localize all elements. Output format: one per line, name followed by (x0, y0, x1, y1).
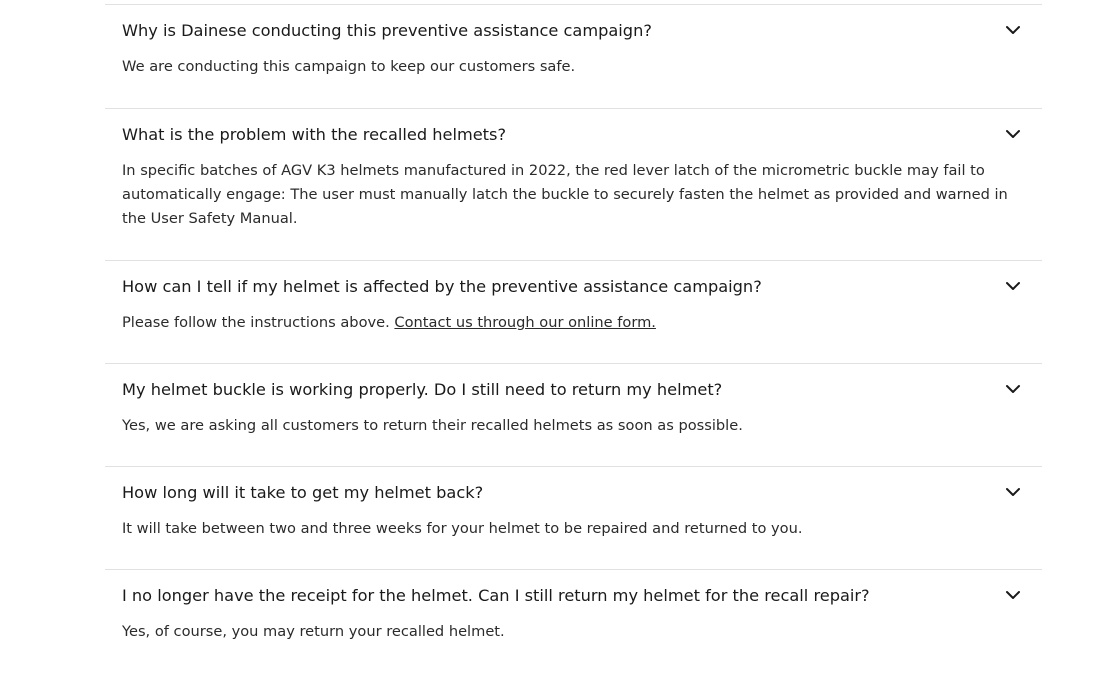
faq-question-toggle[interactable] (122, 364, 1025, 414)
faq-answer: In specific batches of AGV K3 helmets manufactured in 2022, the red lever latch of the micrometric buckle may fail to automatically engage: The user must manually latch the buckle to securely fasten the helmet as provided and warned in the User Safety Manual. (122, 162, 1008, 227)
chevron-down-icon[interactable] (1003, 482, 1023, 502)
faq-item (105, 4, 1042, 108)
faq-answer: Yes, of course, you may return your recalled helmet. (122, 623, 505, 640)
faq-answer: Yes, we are asking all customers to return their recalled helmets as soon as possible. (122, 417, 743, 434)
faq-item (105, 108, 1042, 260)
chevron-down-icon[interactable] (1003, 585, 1023, 605)
faq-question-toggle[interactable] (122, 109, 1025, 159)
faq-question-toggle[interactable] (122, 570, 1025, 620)
faq-answer (122, 311, 1025, 363)
faq-question: How long will it take to get my helmet back? (122, 482, 484, 502)
faq-question: I no longer have the receipt for the helmet. Can I still return my helmet for the recall repair? (122, 585, 870, 605)
chevron-down-icon[interactable] (1003, 124, 1023, 144)
faq-answer-text: Please follow the instructions above. (122, 314, 395, 331)
faq-answer: We are conducting this campaign to keep our customers safe. (122, 58, 576, 75)
faq-item (105, 363, 1042, 466)
faq-question: What is the problem with the recalled helmets? (122, 124, 507, 144)
faq-item (105, 466, 1042, 569)
faq-question: How can I tell if my helmet is affected by the preventive assistance campaign? (122, 276, 762, 296)
faq-question-toggle[interactable] (122, 261, 1025, 311)
faq-question-toggle[interactable] (122, 5, 1025, 55)
faq-item (105, 260, 1042, 363)
contact-form-link[interactable]: Contact us through our online form. (394, 314, 656, 331)
chevron-down-icon[interactable] (1003, 276, 1023, 296)
faq-accordion (105, 4, 1042, 654)
chevron-down-icon[interactable] (1003, 20, 1023, 40)
faq-answer: It will take between two and three weeks for your helmet to be repaired and returned to you. (122, 520, 803, 537)
chevron-down-icon[interactable] (1003, 379, 1023, 399)
faq-question: My helmet buckle is working properly. Do I still need to return my helmet? (122, 379, 723, 399)
faq-question: Why is Dainese conducting this preventive assistance campaign? (122, 20, 652, 40)
faq-question-toggle[interactable] (122, 467, 1025, 517)
faq-item (105, 569, 1042, 654)
